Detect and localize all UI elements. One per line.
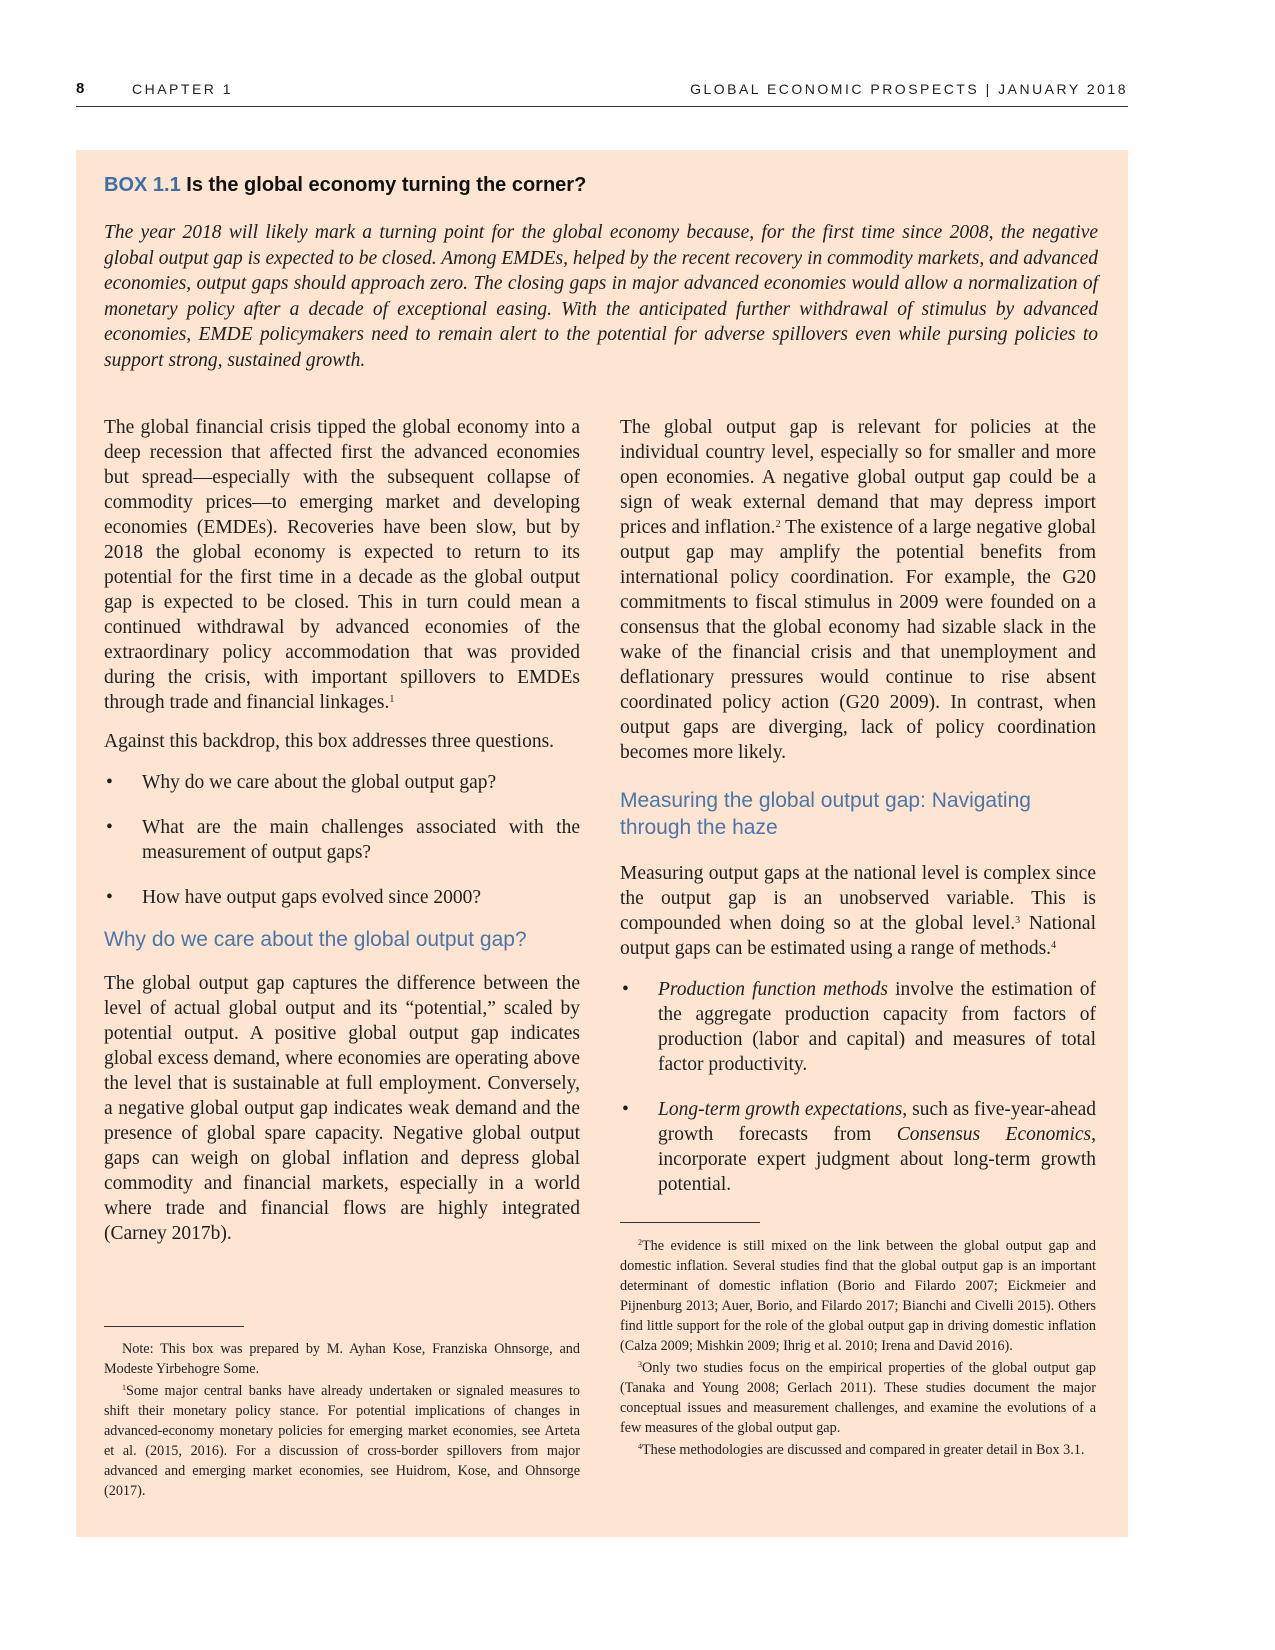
bullet-icon: • (622, 979, 629, 1000)
bullet-icon: • (106, 817, 113, 838)
right-paragraph-1: The global output gap is relevant for policies at the individual country level, especially so for smaller and more open economies. A negative global output gap could be a sign of weak external demand that may depress import prices and inflation.$^2$ The existence of a large negative global output gap may amplify the potential benefits from international policy coordination. For example, the G20 commitments to fiscal stimulus in 2009 were founded on a consensus that the global economy had sizable slack in the wake of the financial crisis and that unemployment and deflationary pressures would continue to rise absent coordinated policy action (G20 2009). In contrast, when output gaps are diverging, lack of policy coordination becomes more likely. (620, 417, 1096, 763)
box-title-text: Is the global economy turning the corner? (186, 174, 587, 196)
right-column (620, 415, 1096, 1217)
footnote-2: $^2$The evidence is still mixed on the link between the global output gap and domestic inflation. Several studies find that the global output gap is an important determinant of domestic inflation (Borio and Filardo 2007; Eickmeier and Pijnenburg 2013; Auer, Borio, and Filardo 2017; Bianchi and Civelli 2015). Others find little support for the role of the global output gap in driving domestic inflation (Calza 2009; Mishkin 2009; Ihrig et al. 2010; Irena and David 2016). (620, 1238, 1096, 1354)
left-column (104, 415, 580, 1246)
footnotes-left (104, 1326, 580, 1501)
footnote-ref-1[interactable]: 1 (389, 694, 395, 705)
method-term: Production function methods (658, 979, 889, 1000)
list-item: • What are the main challenges associated with the measurement of output gaps? (106, 817, 580, 863)
box-panel (76, 150, 1128, 1537)
bullet-icon: • (106, 772, 113, 793)
footnote-ref-4[interactable]: 4 (1051, 940, 1057, 951)
left-paragraph-3: The global output gap captures the difference between the level of actual global output and its “potential,” scaled by potential output. A positive global output gap indicates global excess demand, where economies are operating above the level that is sustainable at full employment. Conversely, a negative global output gap indicates weak demand and the presence of global spare capacity. Negative global output gaps can weigh on global inflation and depress global commodity and financial markets, especially in a world where trade and financial flows are highly integrated (Carney 2017b). (104, 973, 580, 1244)
page-header (76, 80, 1128, 107)
footnote-1: $^1$Some major central banks have already undertaken or signaled measures to shift their monetary policy stance. For potential implications of changes in advanced-economy monetary policies for emerging market economies, see Arteta et al. (2015, 2016). For a discussion of cross-border spillovers from major advanced and emerging market economies, see Huidrom, Kose, and Ohnsorge (2017). (104, 1383, 580, 1499)
chapter-label: CHAPTER 1 (132, 81, 234, 97)
list-item: • How have output gaps evolved since 2000? (106, 887, 482, 908)
footnote-ref-3[interactable]: 3 (1015, 915, 1021, 926)
methods-list (620, 977, 1096, 1197)
section-heading-why: Why do we care about the global output gap? (104, 928, 527, 951)
method-term: Long-term growth expectations (658, 1099, 903, 1120)
questions-list (104, 770, 580, 910)
box-note: Note: This box was prepared by M. Ayhan Kose, Franziska Ohnsorge, and Modeste Yirbehogre Some. (104, 1341, 580, 1377)
footnote-divider (620, 1222, 760, 1223)
box-title (104, 174, 586, 197)
footnote-ref-2[interactable]: 2 (775, 519, 781, 530)
list-item: • Production function methods involve the estimation of the aggregate production capacity from factors of production (labor and capital) and measures of total factor productivity. (622, 979, 1096, 1075)
box-label: BOX 1.1 (104, 174, 181, 196)
footnote-divider (104, 1326, 244, 1327)
left-paragraph-1: The global financial crisis tipped the global economy into a deep recession that affected first the advanced economies but spread—especially with the subsequent collapse of commodity prices—to emerging market and developing economies (EMDEs). Recoveries have been slow, but by 2018 the global economy is expected to return to its potential for the first time in a decade as the global output gap is expected to be closed. This in turn could mean a continued withdrawal by advanced economies of the extraordinary policy accommodation that was provided during the crisis, with important spillovers to EMDEs through trade and financial linkages.$^1$ (104, 417, 580, 713)
left-paragraph-2: Against this backdrop, this box addresses three questions. (104, 731, 555, 752)
bullet-icon: • (622, 1099, 629, 1120)
box-intro: The year 2018 will likely mark a turning point for the global economy because, for the first time since 2008, the negative global output gap is expected to be closed. Among EMDEs, helped by the recent recovery in commodity markets, and advanced economies, output gaps should approach zero. The closing gaps in major advanced economies would allow a normalization of monetary policy after a decade of exceptional easing. With the anticipated further withdrawal of stimulus by advanced economies, EMDE policymakers need to remain alert to the potential for adverse spillovers even while pursing policies to support strong, sustained growth. (104, 222, 1098, 371)
footnote-4: $^4$These methodologies are discussed and compared in greater detail in Box 3.1. (638, 1442, 1085, 1458)
right-paragraph-2: Measuring output gaps at the national level is complex since the output gap is an unobserved variable. This is compounded when doing so at the global level.$^3$ National output gaps can be estimated using a range of methods.$^4$ (620, 863, 1096, 959)
footnotes-right (620, 1222, 1096, 1460)
page-number: 8 (76, 80, 85, 97)
section-heading-measuring: Measuring the global output gap: Navigating through the haze (620, 789, 1031, 839)
source-name: Consensus Economics (896, 1124, 1092, 1145)
publication-title: GLOBAL ECONOMIC PROSPECTS | JANUARY 2018 (690, 81, 1128, 97)
list-item: • Long-term growth expectations, such as five-year-ahead growth forecasts from Consensus Economics, incorporate expert judgment about long-term growth potential. (622, 1099, 1096, 1195)
bullet-icon: • (106, 887, 113, 908)
list-item: • Why do we care about the global output gap? (106, 772, 497, 793)
footnote-3: $^3$Only two studies focus on the empirical properties of the global output gap (Tanaka and Young 2008; Gerlach 2011). These studies document the major conceptual issues and measurement challenges, and examine the evolutions of a few measures of the global output gap. (620, 1360, 1096, 1436)
